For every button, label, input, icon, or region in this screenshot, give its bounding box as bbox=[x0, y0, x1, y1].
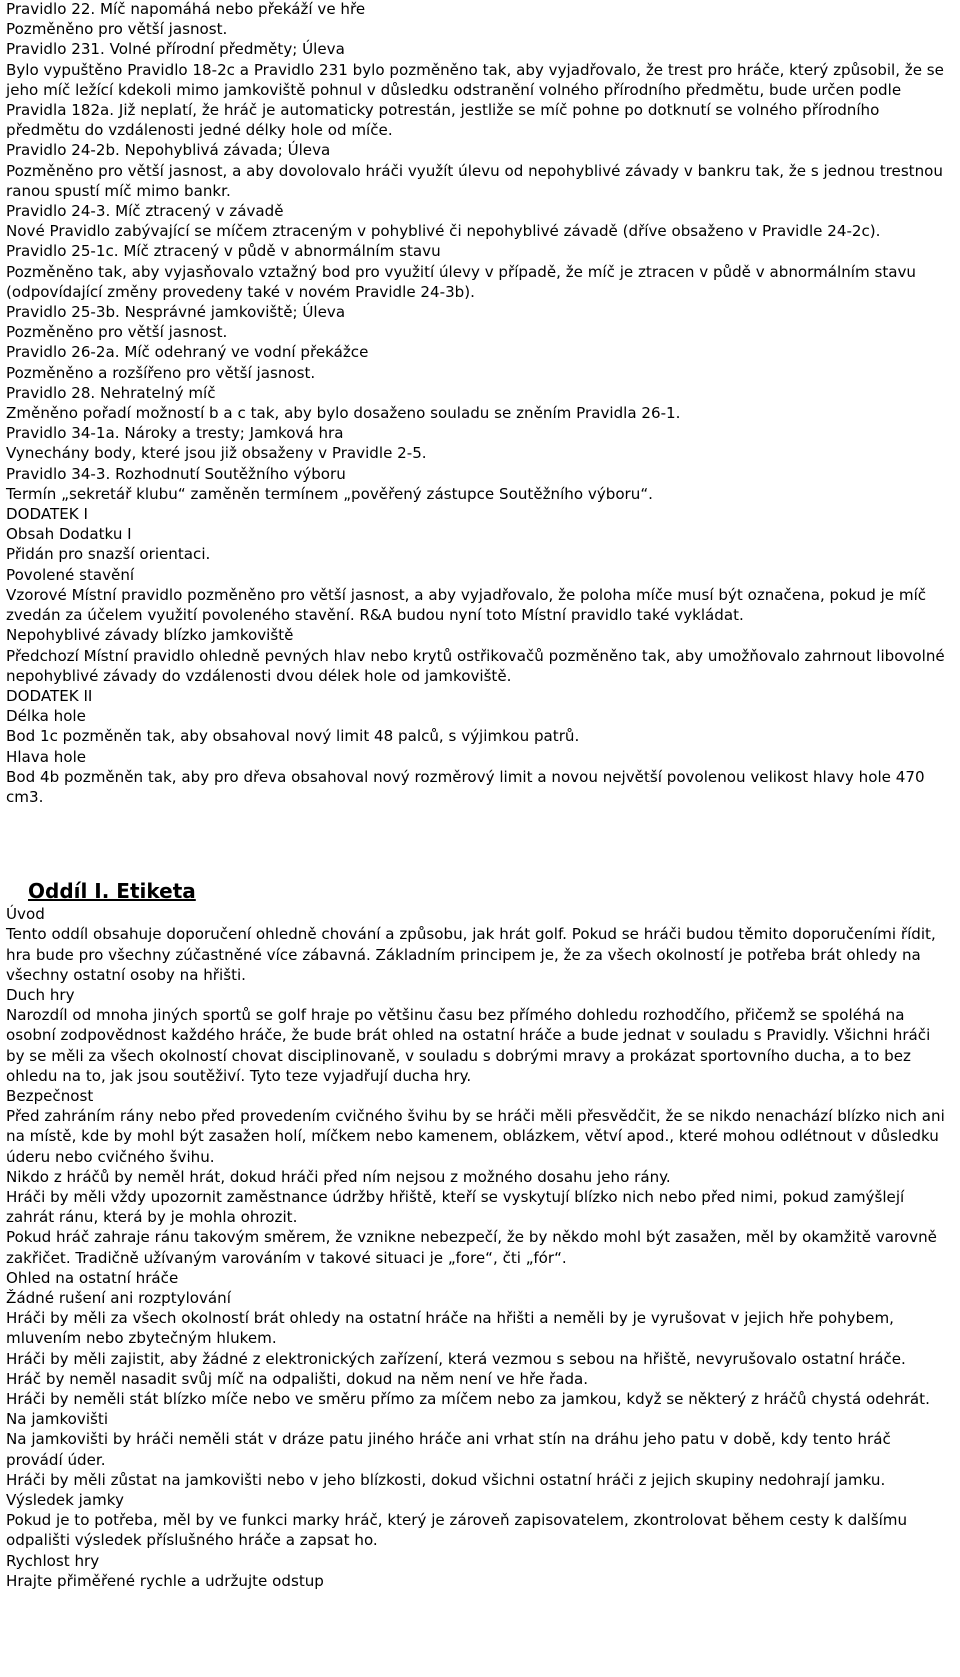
text-line: Na jamkovišti by hráči neměli stát v dráze patu jiného hráče ani vrhat stín na dráhu jeho patu v době, kdy tento hráč provádí úder. bbox=[6, 1430, 891, 1469]
text-line: Vynechány body, které jsou již obsaženy v Pravidle 2-5. bbox=[6, 444, 427, 463]
text-line: Úvod bbox=[6, 905, 45, 924]
text-line: DODATEK I bbox=[6, 505, 88, 524]
section-heading: Oddíl I. Etiketa bbox=[28, 879, 196, 904]
text-line: Pravidlo 34-1a. Nároky a tresty; Jamková hra bbox=[6, 424, 344, 443]
text-line: Pravidlo 24-3. Míč ztracený v závadě bbox=[6, 202, 284, 221]
text-line: Bezpečnost bbox=[6, 1086, 94, 1105]
text-line: Termín „sekretář klubu“ zaměněn termínem „pověřený zástupce Soutěžního výboru“. bbox=[6, 484, 653, 503]
text-line: Pozměněno tak, aby vyjasňovalo vztažný bod pro využití úlevy v případě, že míč je ztracen v půdě v abnormálním stavu (odpovídající změny provedeny také v novém Pravidle 24-3b). bbox=[6, 262, 917, 301]
etiquette-section bbox=[6, 904, 951, 1591]
text-line: Pravidlo 22. Míč napomáhá nebo překáží ve hře bbox=[6, 0, 366, 18]
text-line: Pravidlo 231. Volné přírodní předměty; Úleva bbox=[6, 40, 345, 59]
text-line: Změněno pořadí možností b a c tak, aby bylo dosaženo souladu se zněním Pravidla 26-1. bbox=[6, 404, 681, 423]
rule-changes-list bbox=[6, 0, 951, 807]
text-line: Pravidlo 25-3b. Nesprávné jamkoviště; Úleva bbox=[6, 303, 346, 322]
text-line: Hráči by měli za všech okolností brát ohledy na ostatní hráče na hřišti a neměli by je vyrušovat v jejich hře pohybem, mluvením nebo zbytečným hlukem. bbox=[6, 1309, 894, 1348]
text-line: Předchozí Místní pravidlo ohledně pevných hlav nebo krytů ostřikovačů pozměněno tak, aby umožňovalo zahrnout libovolné nepohyblivé závady do vzdálenosti dvou délek hole od jamkoviště. bbox=[6, 646, 945, 685]
text-line: Pozměněno pro větší jasnost, a aby dovolovalo hráči využít úlevu od nepohyblivé závady v bankru tak, že s jednou trestnou ranou spustí míč mimo bankr. bbox=[6, 161, 943, 200]
section-gap bbox=[6, 807, 951, 878]
text-line: Nové Pravidlo zabývající se míčem ztraceným v pohyblivé či nepohyblivé závadě (dříve obsaženo v Pravidle 24-2c). bbox=[6, 222, 881, 241]
text-line: Hráči by neměli stát blízko míče nebo ve směru přímo za míčem nebo za jamkou, když se některý z hráčů chystá odehrát. bbox=[6, 1390, 930, 1408]
text-line: Pravidlo 34-3. Rozhodnutí Soutěžního výboru bbox=[6, 464, 346, 483]
text-line: Bod 4b pozměněn tak, aby pro dřeva obsahoval nový rozměrový limit a novou největší povolenou velikost hlavy hole 470 cm3. bbox=[6, 767, 925, 806]
text-line: Pozměněno a rozšířeno pro větší jasnost. bbox=[6, 363, 316, 382]
text-line: Pokud je to potřeba, měl by ve funkci marky hráč, který je zároveň zapisovatelem, zkontrolovat během cesty k dalšímu odpališti výsledek příslušného hráče a zapsat ho. bbox=[6, 1511, 908, 1550]
text-line: Nepohyblivé závady blízko jamkoviště bbox=[6, 626, 294, 645]
text-line: Před zahráním rány nebo před provedením cvičného švihu by se hráči měli přesvědčit, že se nikdo nenachází blízko nich ani na místě, kde by mohl být zasažen holí, míčkem nebo kamenem, oblázkem, větví apod., které mohou odlétnout v důsledku úderu nebo cvičného švihu. bbox=[6, 1107, 945, 1166]
text-line: Pravidlo 24-2b. Nepohyblivá závada; Úleva bbox=[6, 141, 331, 160]
text-line: Duch hry bbox=[6, 985, 75, 1004]
text-line: Bod 1c pozměněn tak, aby obsahoval nový limit 48 palců, s výjimkou patrů. bbox=[6, 727, 580, 746]
text-line: Povolené stavění bbox=[6, 565, 135, 584]
text-line: Nikdo z hráčů by neměl hrát, dokud hráči před ním nejsou z možného dosahu jeho rány. bbox=[6, 1167, 671, 1186]
text-line: DODATEK II bbox=[6, 686, 93, 705]
text-line: Hráči by měli zajistit, aby žádné z elektronických zařízení, která vezmou s sebou na hřiště, nevyrušovalo ostatní hráče. bbox=[6, 1349, 906, 1368]
text-line: Pozměněno pro větší jasnost. bbox=[6, 323, 228, 342]
text-line: Hráči by měli vždy upozornit zaměstnance údržby hřiště, kteří se vyskytují blízko nich nebo před nimi, pokud zamýšlejí zahrát ránu, která by je mohla ohrozit. bbox=[6, 1187, 905, 1227]
text-line: Narozdíl od mnoha jiných sportů se golf hraje po většinu času bez přímého dohledu rozhodčího, přičemž se spoléhá na osobní zodpovědnost každého hráče, že bude brát ohled na ostatní hráče a bude jednat v souladu s Pravidly. Všichni hráči by se měli za všech okolností chovat disciplinovaně, v souladu s dobrými mravy a prokázat sportovního ducha, a to bez ohledu na to, jak jsou soutěživí. Tyto teze vyjadřují ducha hry. bbox=[6, 1006, 931, 1085]
text-line: Pravidlo 28. Nehratelný míč bbox=[6, 383, 216, 402]
text-line: Na jamkovišti bbox=[6, 1410, 109, 1429]
text-line: Tento oddíl obsahuje doporučení ohledně chování a způsobu, jak hrát golf. Pokud se hráči budou těmito doporučeními řídit, hra bude pro všechny zúčastněné více zábavná. Základním principem je, že za všech okolností je potřeba brát ohledy na všechny ostatní osoby na hřišti. bbox=[6, 925, 936, 984]
document-page bbox=[6, 0, 951, 1591]
text-line: Vzorové Místní pravidlo pozměněno pro větší jasnost, a aby vyjadřovalo, že poloha míče musí být označena, pokud je míč zvedán za účelem využití povoleného stavění. R&A budou nyní toto Místní pravidlo také vykládat. bbox=[6, 585, 927, 625]
text-line: Ohled na ostatní hráče bbox=[6, 1268, 179, 1287]
text-line: Výsledek jamky bbox=[6, 1491, 124, 1510]
text-line: Hráč by neměl nasadit svůj míč na odpališti, dokud na něm není ve hře řada. bbox=[6, 1369, 589, 1388]
text-line: Pokud hráč zahraje ránu takovým směrem, že vznikne nebezpečí, že by někdo mohl být zasažen, měl by okamžitě varovně zakřičet. Tradičně užívaným varováním v takové situaci je „fore“, čti „fór“. bbox=[6, 1228, 937, 1267]
text-line: Pozměněno pro větší jasnost. bbox=[6, 20, 228, 39]
text-line: Obsah Dodatku I bbox=[6, 525, 132, 544]
text-line: Rychlost hry bbox=[6, 1551, 100, 1570]
text-line: Hlava hole bbox=[6, 747, 87, 766]
text-line: Délka hole bbox=[6, 707, 86, 726]
text-line: Hrajte přiměřené rychle a udržujte odstup bbox=[6, 1571, 324, 1590]
text-line: Bylo vypuštěno Pravidlo 18-2c a Pravidlo 231 bylo pozměněno tak, aby vyjadřovalo, že trest pro hráče, který způsobil, že se jeho míč ležící kdekoli mimo jamkoviště pohnul v důsledku odstranění volného přírodního předmětu, bude určen podle Pravidla 182a. Již neplatí, že hráč je automaticky potrestán, jestliže se míč pohne po dotknutí se volného přírodního předmětu do vzdálenosti jedné délky hole od míče. bbox=[6, 60, 944, 140]
text-line: Přidán pro snazší orientaci. bbox=[6, 545, 211, 564]
text-line: Žádné rušení ani rozptylování bbox=[6, 1288, 231, 1307]
text-line: Pravidlo 25-1c. Míč ztracený v půdě v abnormálním stavu bbox=[6, 242, 441, 261]
text-line: Hráči by měli zůstat na jamkovišti nebo v jeho blízkosti, dokud všichni ostatní hráči z jejich skupiny nedohrají jamku. bbox=[6, 1470, 886, 1489]
text-line: Pravidlo 26-2a. Míč odehraný ve vodní překážce bbox=[6, 343, 369, 362]
